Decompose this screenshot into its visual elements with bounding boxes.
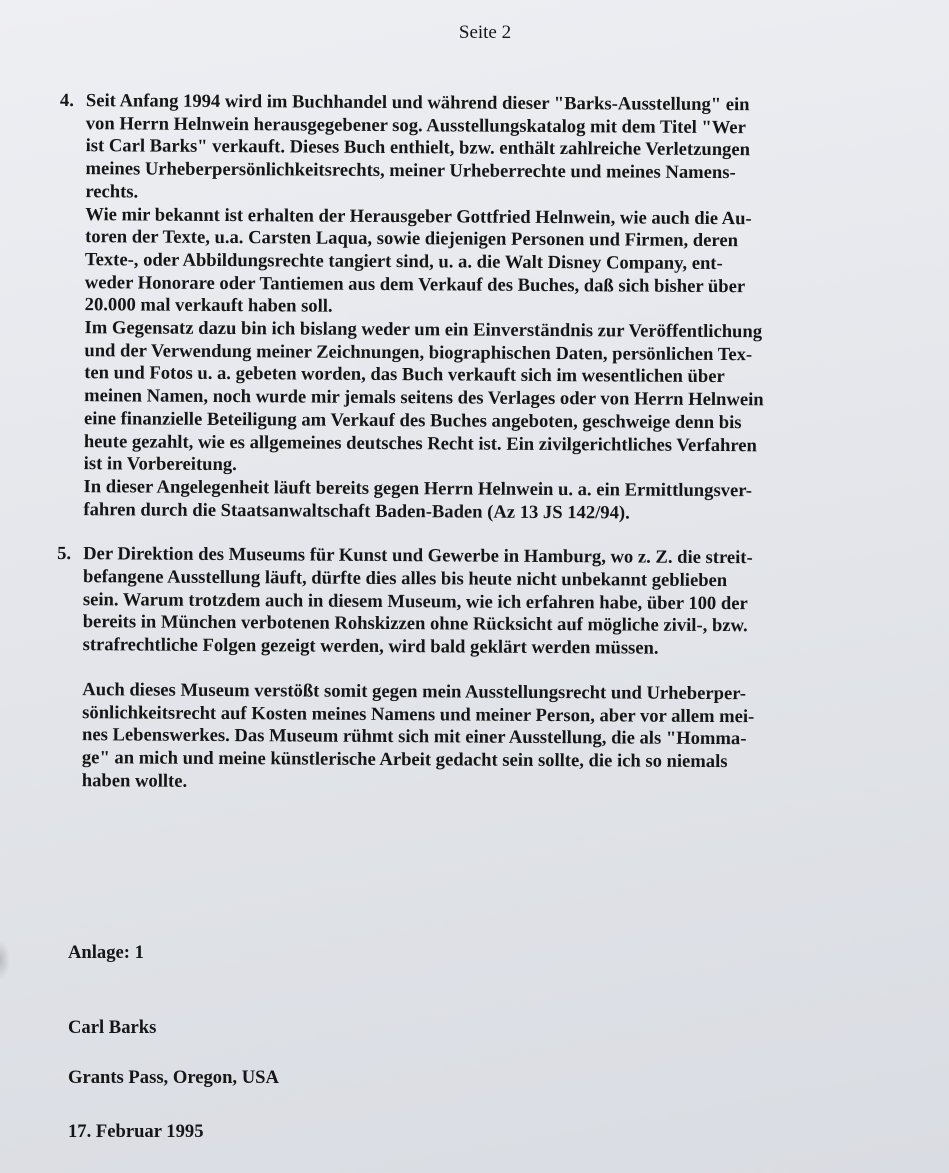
paragraph: Im Gegensatz dazu bin ich bislang weder um ein Einverständnis zur Veröffentlichung und der Verwendung meiner Zeichnungen, biographischen Daten, persönlichen Tex- ten und Fotos u. a. gebeten worden, das Buch verkauft sich im wesentlichen über meinen Namen, noch wurde mir jemals seitens des Verlages oder von Herrn Helnwein eine finanzielle Beteiligung am Verkauf des Buches angeboten, geschweige denn bis heute gezahlt, wie es allgemeines deutsches Recht ist. Ein zivilgerichtliches Verfahren ist in Vorbereitung. [83, 317, 764, 476]
paragraph: Auch dieses Museum verstößt somit gegen mein Ausstellungsrecht und Urheberper- sönlichkeitsrecht auf Kosten meines Namens und meiner Person, aber vor allem mei- nes Lebenswerkes. Das Museum rühmt sich mit einer Ausstellung, die als "Homma- ge" an mich und meine künstlerische Arbeit gedacht sein sollte, die ich so niemals haben wollte. [81, 679, 755, 792]
paragraph: Der Direktion des Museums für Kunst und Gewerbe in Hamburg, wo z. Z. die streit- befangene Ausstellung läuft, dürfte dies alles bis heute nicht unbekannt geblieben sein. Warum trotzdem auch in diesem Museum, wie ich erfahren habe, über 100 der bereits in München verbotenen Rohskizzen ohne Rücksicht auf mögliche zivil-, bzw. strafrechtliche Folgen gezeigt werden, wird bald geklärt werden müssen. [82, 543, 753, 659]
signature-block [68, 990, 279, 1115]
list-item-4 [57, 90, 890, 526]
paragraph: Seit Anfang 1994 wird im Buchhandel und während dieser "Barks-Ausstellung" ein von Herrn Helnwein herausgegebener sog. Ausstellungskatalog mit dem Titel "Wer ist Carl Barks" verkauft. Dieses Buch enthielt, bzw. enthält zahlreiche Verletzungen meines Urheberpersönlichkeitsrechts, meiner Urheberrechte und meines Namens- rechts. [85, 90, 751, 203]
item-content [83, 90, 890, 526]
signature-name: Carl Barks [68, 1017, 157, 1038]
letter-date: 17. Februar 1995 [68, 1121, 204, 1142]
list-item-5 [56, 543, 888, 797]
signature-place: Grants Pass, Oregon, USA [68, 1067, 279, 1088]
attachment-note: Anlage: 1 [68, 942, 144, 963]
page-number: Seite 2 [458, 22, 512, 43]
paragraph: In dieser Angelegenheit läuft bereits gegen Herrn Helnwein u. a. ein Ermittlungsver- fahren durch die Staatsanwaltschaft Baden-Baden (Az 13 JS 142/94). [83, 476, 753, 524]
letter-body [56, 90, 890, 797]
paper-edge-shadow [0, 940, 10, 980]
item-number: 5. [57, 543, 72, 565]
item-content [82, 544, 888, 798]
paragraph: Wie mir bekannt ist erhalten der Herausgeber Gottfried Helnwein, wie auch die Au- toren der Texte, u.a. Carsten Laqua, sowie diejenigen Personen und Firmen, deren Texte-, oder Abbildungsrechte tangiert sind, u. a. die Walt Disney Company, ent- weder Honorare oder Tantiemen aus dem Verkauf des Buches, daß sich bisher über 20.000 mal verkauft haben soll. [84, 203, 752, 317]
item-number: 4. [59, 90, 74, 112]
